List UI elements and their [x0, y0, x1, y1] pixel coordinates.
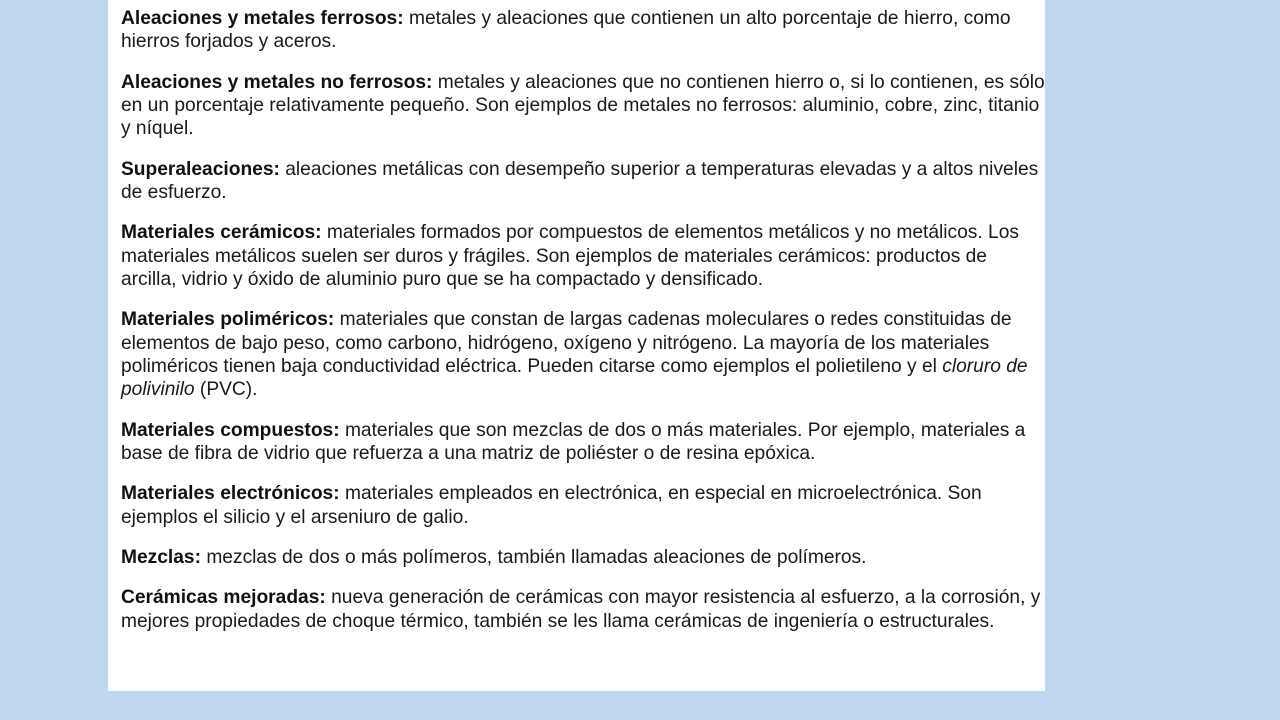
entry-definition: materiales formados por compuestos de elementos metálicos y no metálicos. Los materiales metálicos suelen ser duros y frágiles. Son ejemplos de materiales cerámicos: productos de arcilla, vidrio y óxido de aluminio puro que se ha compactado y densificado.	[121, 222, 1019, 291]
entry-term: Materiales compuestos:	[121, 419, 340, 441]
entry-definition: mezclas de dos o más polímeros, también llamadas aleaciones de polímeros.	[200, 546, 867, 568]
entry-term: Aleaciones y metales ferrosos:	[121, 8, 404, 29]
entry-ferrous-alloys	[121, 7, 1045, 54]
entry-ceramic-materials	[121, 221, 1045, 291]
entry-definition: materiales que son mezclas de dos o más materiales. Por ejemplo, materiales a base de fibra de vidrio que refuerza a una matriz de poliéster o de resina epóxica.	[121, 419, 1026, 465]
entry-nonferrous-alloys	[121, 71, 1045, 141]
entry-polymeric-materials	[121, 308, 1045, 402]
entry-definition: nueva generación de cerámicas con mayor resistencia al esfuerzo, a la corrosión, y mejores propiedades de choque térmico, también se les llama cerámicas de ingeniería o estructurales.	[121, 587, 1041, 632]
entry-definition: aleaciones metálicas con desempeño superior a temperaturas elevadas y a altos niveles de esfuerzo.	[121, 158, 1039, 204]
entry-advanced-ceramics	[121, 586, 1045, 633]
entry-definition: materiales empleados en electrónica, en especial en microelectrónica. Son ejemplos el silicio y el arseniuro de galio.	[121, 483, 982, 528]
entry-superalloys	[121, 158, 1045, 205]
entry-definition: metales y aleaciones que contienen un alto porcentaje de hierro, como hierros forjados y aceros.	[121, 8, 1011, 53]
entry-term: Materiales electrónicos:	[121, 483, 340, 505]
entry-term: Materiales poliméricos:	[121, 309, 335, 331]
entry-definition-end: (PVC).	[194, 379, 258, 401]
entry-definition: materiales que constan de largas cadenas moleculares o redes constituidas de elementos de bajo peso, como carbono, hidrógeno, oxígeno y nitrógeno. La mayoría de los materiales poliméricos tienen baja conductividad eléctrica. Pueden citarse como ejemplos el polietileno y el	[121, 309, 1012, 378]
entry-definition: metales y aleaciones que no contienen hierro o, si lo contienen, es sólo en un porcentaje relativamente pequeño. Son ejemplos de metales no ferrosos: aluminio, cobre, zinc, titanio y níquel.	[121, 71, 1045, 140]
entry-blends	[121, 546, 1045, 569]
entry-term: Materiales cerámicos:	[121, 222, 322, 244]
entry-term: Cerámicas mejoradas:	[121, 587, 326, 609]
entry-term: Aleaciones y metales no ferrosos:	[121, 71, 433, 93]
entry-term: Mezclas:	[121, 546, 201, 568]
entry-composite-materials	[121, 419, 1045, 466]
document-page	[108, 0, 1045, 691]
entry-electronic-materials	[121, 482, 1045, 529]
entry-italic-term: cloruro de polivinilo	[121, 356, 1028, 401]
entry-term: Superaleaciones:	[121, 158, 280, 180]
